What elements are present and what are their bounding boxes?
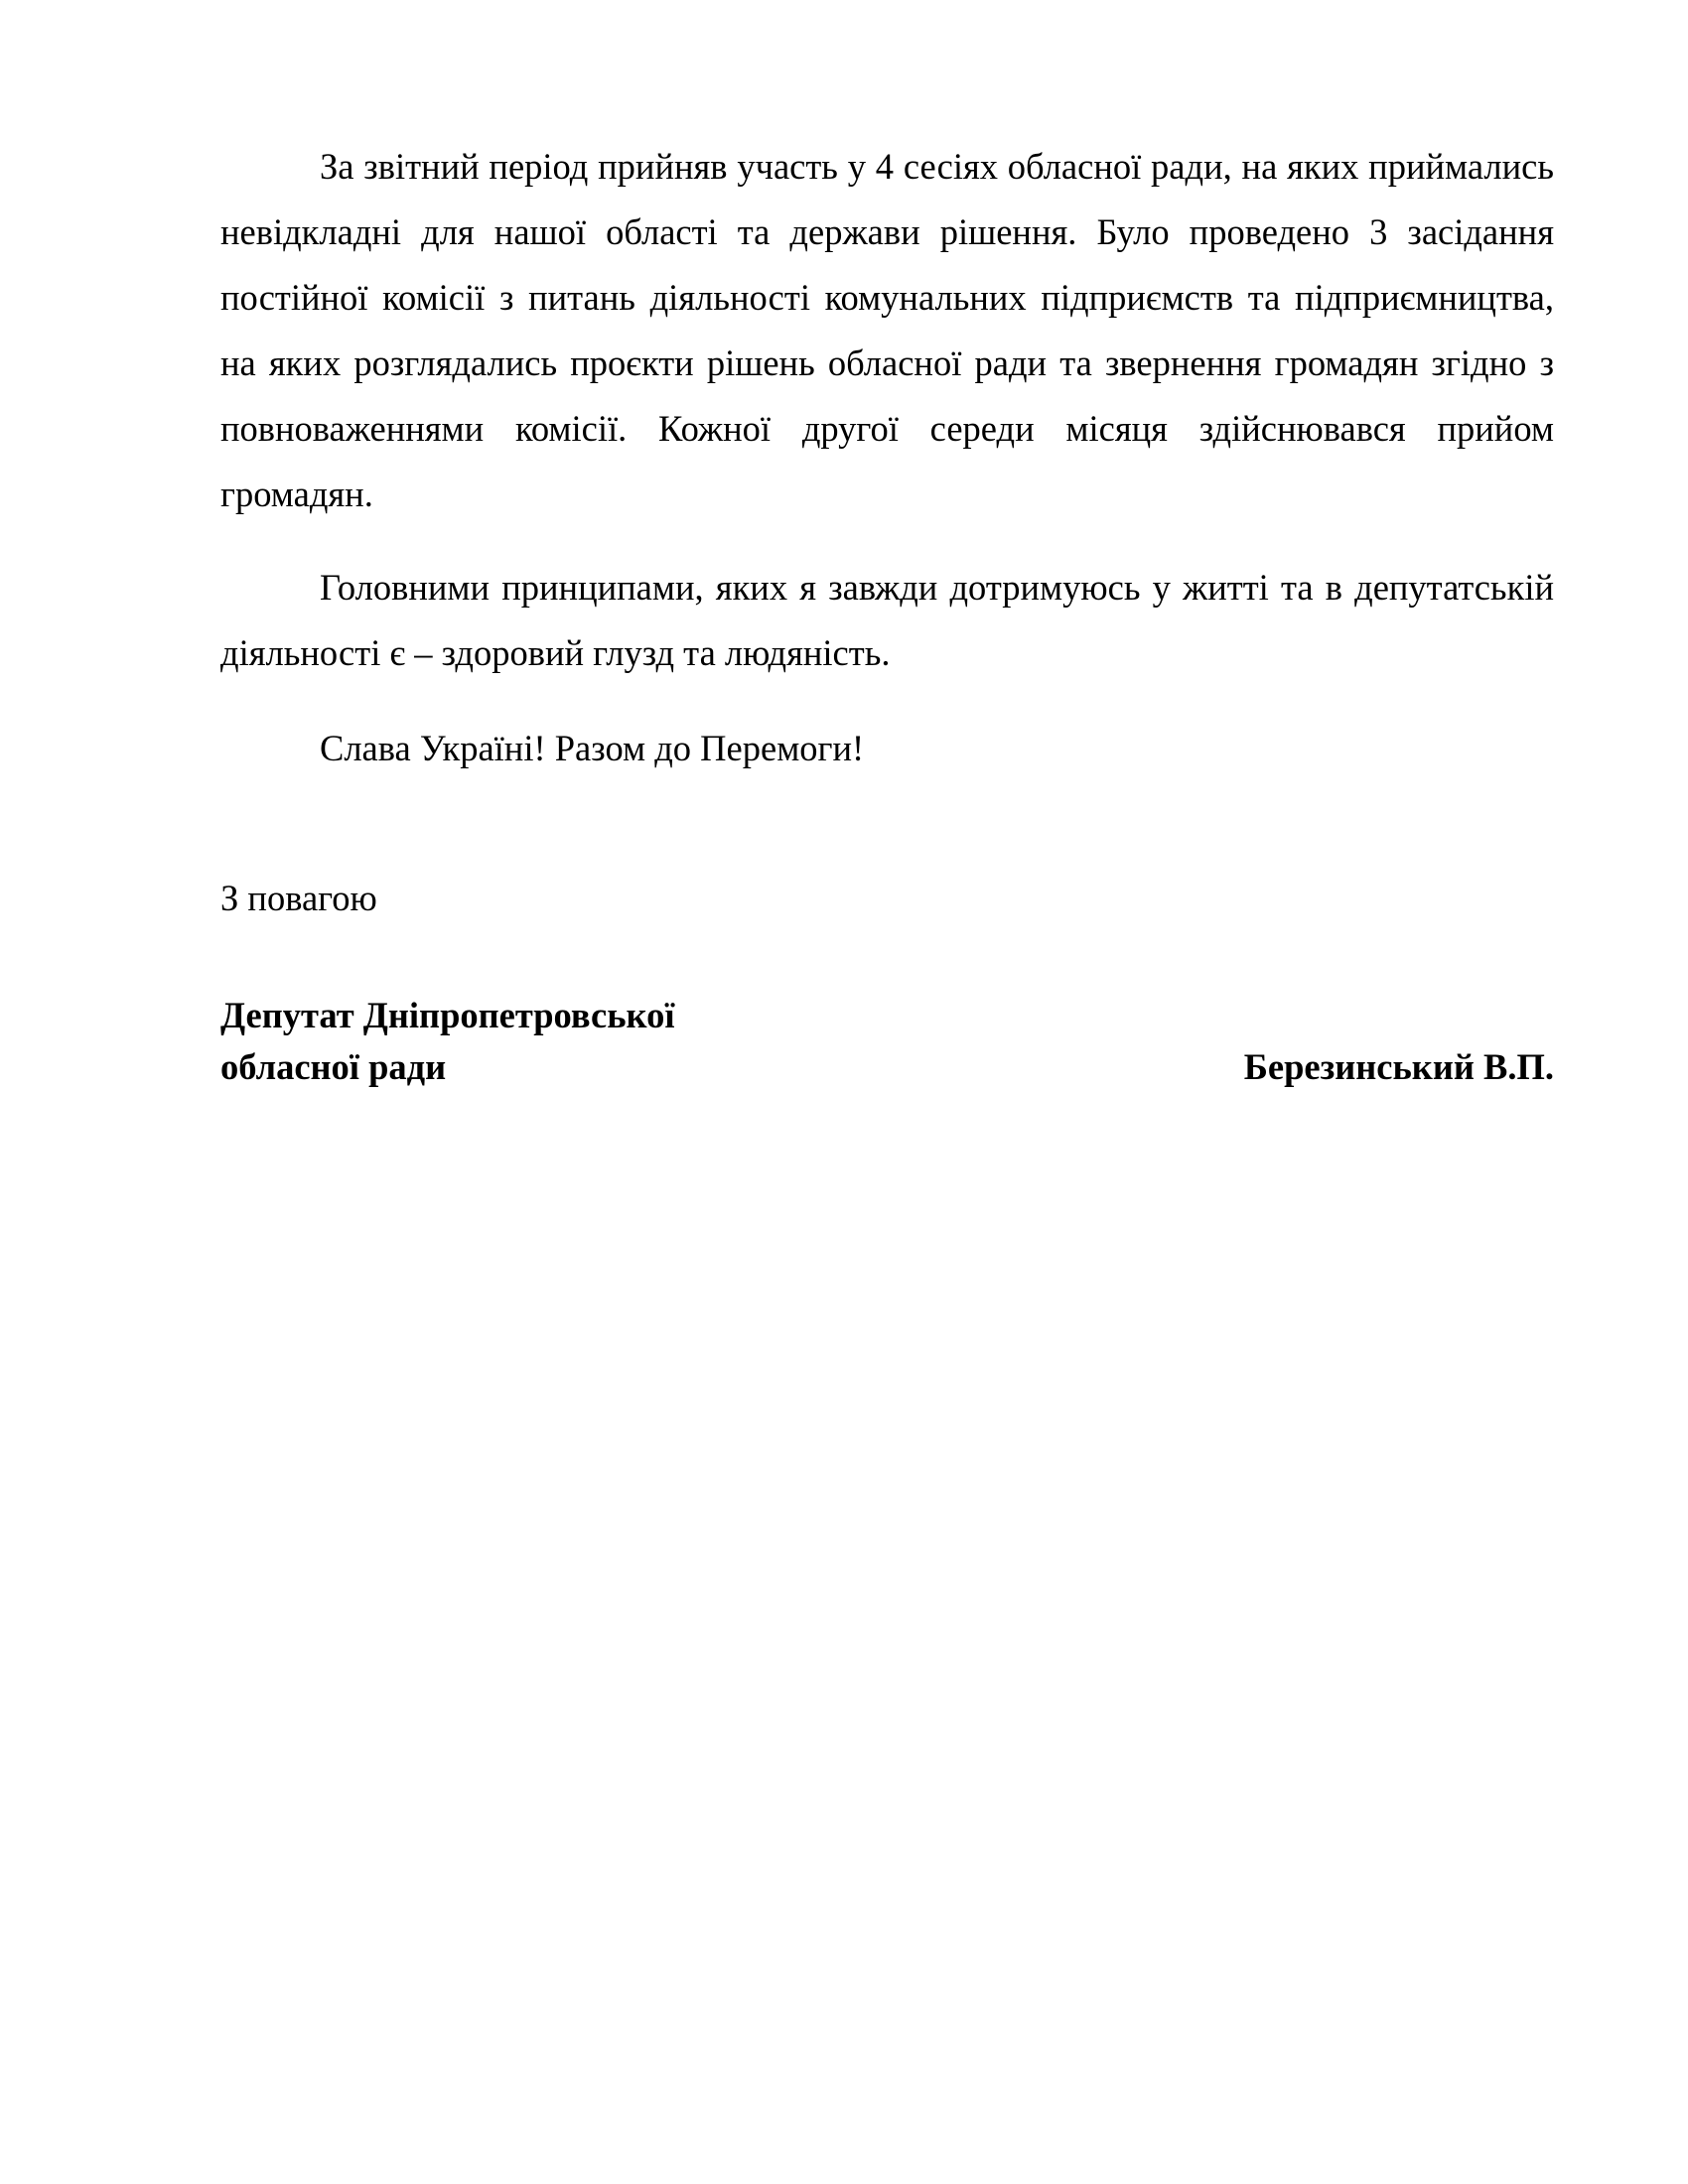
signature-role-line-2: обласної ради [220, 1046, 447, 1087]
paragraph-activity-report: За звітний період прийняв участь у 4 сесіях обласної ради, на яких приймались невідкладні для нашої області та держави рішення. Було проведено 3 засідання постійної комісії з питань діяльності комунальних підприємств та підприємництва, на яких розглядались проєкти рішень обласної ради та звернення громадян згідно з повноваженнями комісії. Кожної другої середи місяця здійснювався прийом громадян. [220, 146, 1554, 514]
signature-role [220, 990, 856, 1093]
document-content [220, 134, 1554, 1093]
slogan-line: Слава Україні! Разом до Перемоги! [320, 728, 865, 768]
paragraph-principles: Головними принципами, яких я завжди дотримуюсь у житті та в депутатській діяльності є – здоровий глузд та людяність. [220, 567, 1554, 673]
closing-regards: З повагою [220, 878, 377, 918]
signature-block [220, 990, 1554, 1093]
signature-name: Березинський В.П. [1243, 1046, 1554, 1087]
signature-role-line-1: Депутат Дніпропетровської [220, 995, 675, 1035]
